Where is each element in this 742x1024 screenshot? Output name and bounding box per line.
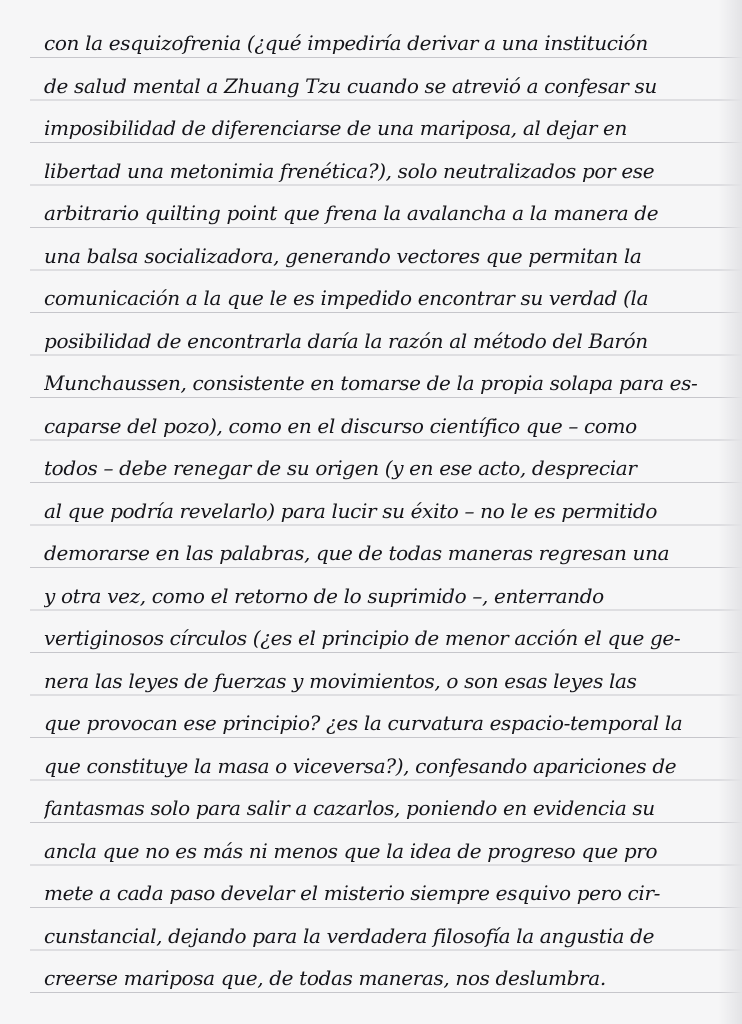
text-line: nera las leyes de fuerzas y movimientos, o son esas leyes las bbox=[44, 668, 637, 693]
text-line: una balsa socializadora, generando vectores que permitan la bbox=[44, 243, 642, 268]
text-line: con la esquizofrenia (¿qué impediría derivar a una institución bbox=[44, 31, 648, 55]
text-line: que constituye la masa o viceversa?), confesando apariciones de bbox=[44, 753, 677, 778]
text-line: todos – debe renegar de su origen (y en ese acto, despreciar bbox=[44, 456, 637, 480]
text-line: arbitrario quilting point que frena la avalancha a la manera de bbox=[44, 201, 659, 225]
text-line: Munchaussen, consistente en tomarse de la propia solapa para es- bbox=[44, 371, 698, 395]
text-line: cunstancial, dejando para la verdadera filosofía la angustia de bbox=[44, 923, 655, 948]
text-line: y otra vez, como el retorno de lo suprimido –, enterrando bbox=[44, 583, 604, 608]
text-line: vertiginosos círculos (¿es el principio de menor acción el que ge- bbox=[44, 626, 681, 650]
text-line: de salud mental a Zhuang Tzu cuando se atrevió a confesar su bbox=[44, 73, 657, 98]
text-line: demorarse en las palabras, que de todas maneras regresan una bbox=[44, 541, 670, 565]
text-line: posibilidad de encontrarla daría la razón al método del Barón bbox=[44, 328, 648, 353]
text-line: comunicación a la que le es impedido encontrar su verdad (la bbox=[44, 286, 649, 310]
text-line: creerse mariposa que, de todas maneras, nos deslumbra. bbox=[44, 966, 606, 990]
text-line: libertad una metonimia frenética?), solo neutralizados por ese bbox=[44, 158, 655, 183]
handwritten-text bbox=[44, 22, 716, 1000]
text-line: mete a cada paso develar el misterio siempre esquivo pero cir- bbox=[44, 881, 661, 905]
page-edge-shadow bbox=[718, 0, 742, 1024]
text-line: caparse del pozo), como en el discurso científico que – como bbox=[44, 413, 637, 438]
text-line: al que podría revelarlo) para lucir su éxito – no le es permitido bbox=[44, 498, 658, 523]
text-line: que provocan ese principio? ¿es la curvatura espacio-temporal la bbox=[44, 711, 683, 735]
text-line: fantasmas solo para salir a cazarlos, poniendo en evidencia su bbox=[44, 796, 655, 820]
text-line: ancla que no es más ni menos que la idea de progreso que pro bbox=[44, 838, 658, 863]
text-line: imposibilidad de diferenciarse de una mariposa, al dejar en bbox=[44, 116, 628, 140]
